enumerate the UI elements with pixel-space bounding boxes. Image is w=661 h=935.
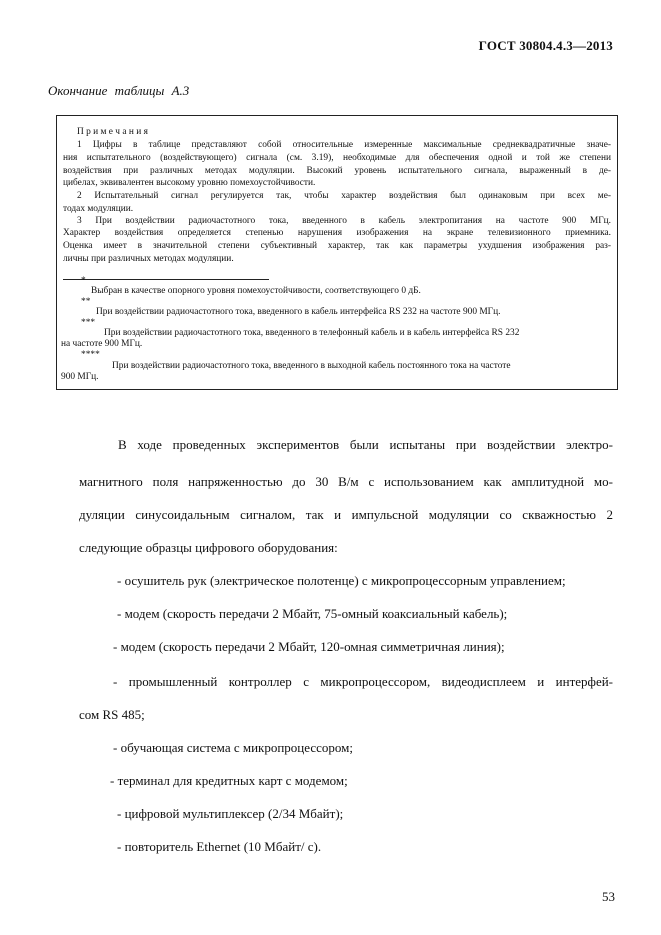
- list-item: - модем (скорость передачи 2 Мбайт, 75-омный коаксиальный кабель);: [117, 606, 508, 621]
- footnote-continuation: на частоте 900 МГц.: [61, 339, 143, 349]
- footnote-text: При воздействии радиочастотного тока, введенного в кабель интерфейса RS 232 на частоте 900 МГц.: [96, 307, 501, 317]
- list-item: - осушитель рук (электрическое полотенце) с микропроцессорным управлением;: [117, 573, 566, 588]
- note-line: 1 Цифры в таблице представляют собой относительные измеренные максимальные среднеквадратичные значе-: [77, 140, 611, 150]
- paragraph-line: магнитного поля напряженностью до 30 В/м с использованием как амплитудной мо-: [79, 474, 613, 489]
- footnote-mark: ***: [81, 318, 96, 328]
- note-line: цибелах, эквивалентен высокому уровню помехоустойчивости.: [63, 178, 316, 188]
- note-line: 2 Испытательный сигнал регулируется так, чтобы характер воздействия был одинаковым при всех ме-: [77, 191, 611, 201]
- list-item: - обучающая система с микропроцессором;: [113, 740, 353, 755]
- footnote-mark: *: [81, 276, 86, 286]
- note-line: Характер воздействия определяется степенью нарушения изображения на экране телевизионного приемника.: [63, 228, 611, 238]
- list-item: - модем (скорость передачи 2 Мбайт, 120-омная симметричная линия);: [113, 639, 505, 654]
- footnote-text: При воздействии радиочастотного тока, введенного в выходной кабель постоянного тока на частоте: [112, 361, 511, 371]
- footnote-mark: ****: [81, 350, 100, 360]
- list-item: - терминал для кредитных карт с модемом;: [110, 773, 348, 788]
- page-number: 53: [602, 889, 615, 904]
- note-line: тодах модуляции.: [63, 204, 134, 214]
- note-line: 3 При воздействии радиочастотного тока, введенного в кабель электропитания на частоте 900 МГц.: [77, 216, 611, 226]
- footnote-text: Выбран в качестве опорного уровня помехоустойчивости, соответствующего 0 дБ.: [91, 286, 421, 296]
- notes-box: [56, 115, 618, 390]
- note-line: ния испытательного (воздействующего) сигнала (см. 3.19), необходимые для обеспечения одной и той же степени: [63, 153, 611, 163]
- list-item: - повторитель Ethernet (10 Мбайт/ с).: [117, 839, 322, 854]
- list-item: - промышленный контроллер с микропроцессором, видеодисплеем и интерфей-: [113, 674, 613, 689]
- list-item: - цифровой мультиплексер (2/34 Мбайт);: [117, 806, 344, 821]
- note-line: Оценка имеет в значительной степени субъективный характер, так как параметры ухудшения изображения раз-: [63, 241, 611, 251]
- notes-title: П р и м е ч а н и я: [77, 127, 148, 137]
- footnote-continuation: 900 МГц.: [61, 372, 99, 382]
- document-header: ГОСТ 30804.4.3—2013: [478, 38, 613, 53]
- paragraph-line: В ходе проведенных экспериментов были испытаны при воздействии электро-: [118, 437, 613, 452]
- footnote-text: При воздействии радиочастотного тока, введенного в телефонный кабель и в кабель интерфейса RS 232: [104, 328, 520, 338]
- footnote-separator: [63, 279, 269, 280]
- paragraph-line: следующие образцы цифрового оборудования:: [79, 540, 338, 555]
- note-line: воздействия при различных методах модуляции. Высокий уровень испытательного сигнала, выраженный в де-: [63, 166, 611, 176]
- list-item-continuation: сом RS 485;: [79, 707, 145, 722]
- note-line: личны при различных методах модуляции.: [63, 254, 234, 264]
- footnote-mark: **: [81, 297, 91, 307]
- table-caption: Окончание таблицы А.3: [48, 83, 190, 98]
- paragraph-line: дуляции синусоидальным сигналом, так и импульсной модуляции со скважностью 2: [79, 507, 613, 522]
